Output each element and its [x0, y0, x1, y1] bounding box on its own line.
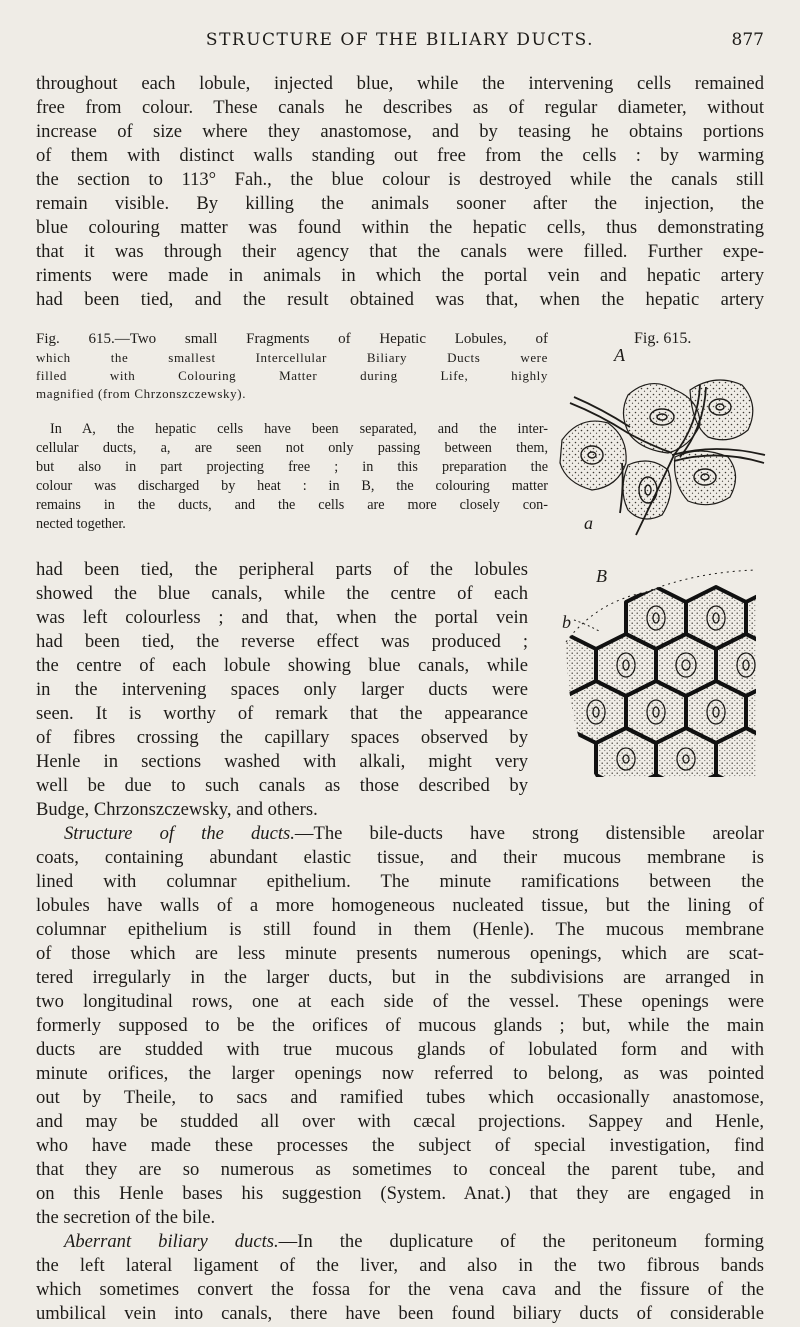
caption-body-line: nected together. — [36, 516, 126, 532]
text-line: Henle in sections washed with alkali, might very — [36, 751, 528, 772]
text-line: had been tied, and the result obtained was that, when the hepatic artery — [36, 289, 764, 310]
text-line: throughout each lobule, injected blue, while the intervening cells remained — [36, 73, 764, 94]
figure-b — [556, 562, 766, 784]
caption-body-line: remains in the ducts, and the cells are more closely con- — [36, 497, 548, 513]
section-heading: Aberrant biliary ducts. — [64, 1231, 279, 1252]
text-line: formerly supposed to be the orifices of mucous glands ; but, while the main — [36, 1015, 764, 1036]
text-line: on this Henle bases his suggestion (System. Anat.) that they are engaged in — [36, 1183, 764, 1204]
text-line: the left lateral ligament of the liver, and also in the two fibrous bands — [36, 1255, 764, 1276]
heading-line-rest: —The bile-ducts have strong distensible areolar — [294, 823, 765, 844]
text-line: lined with columnar epithelium. The minute ramifications between the — [36, 871, 764, 892]
text-line: who have made these processes the subject of special investigation, find — [36, 1135, 764, 1156]
text-line: lobules have walls of a more homogeneous nucleated tissue, but the lining of — [36, 895, 764, 916]
caption-line: filled with Colouring Matter during Life, highly — [36, 368, 548, 383]
caption-line: which the smallest Intercellular Biliary Ducts were — [36, 350, 548, 365]
text-line — [64, 822, 764, 846]
caption-body-line: cellular ducts, a, are seen not only passing between them, — [36, 440, 548, 456]
running-title: STRUCTURE OF THE BILIARY DUCTS. — [205, 30, 595, 50]
text-line: had been tied, the reverse effect was produced ; — [36, 631, 528, 652]
page-number: 877 — [731, 30, 764, 50]
text-line: in the intervening spaces only larger ducts were — [36, 679, 528, 700]
panel-a-label: A — [614, 345, 625, 365]
text-line: ducts are studded with true mucous glands of lobulated form and with — [36, 1039, 764, 1060]
text-line — [64, 1230, 764, 1254]
text-line: two longitudinal rows, one at each side of the vessel. These openings were — [36, 991, 764, 1012]
caption-body-line: but also in part projecting free ; in this preparation the — [36, 459, 548, 475]
caption-line: Fig. 615.—Two small Fragments of Hepatic Lobules, of — [36, 331, 548, 347]
text-line: that it was through their agency that the canals were filled. Further expe- — [36, 241, 764, 262]
figure-label: Fig. 615. — [634, 330, 692, 347]
text-line: free from colour. These canals he describes as of regular diameter, without — [36, 97, 764, 118]
text-line: the section to 113° Fah., the blue colour is destroyed while the canals still — [36, 169, 764, 190]
text-line: of fibres crossing the capillary spaces observed by — [36, 727, 528, 748]
hepatic-cells-illustration-b — [556, 562, 766, 784]
duct-label-b: b — [562, 612, 571, 632]
text-line: Budge, Chrzonszczewsky, and others. — [36, 799, 318, 820]
caption-body-line: colour was discharged by heat : in B, the colouring matter — [36, 478, 548, 494]
text-line: increase of size where they anastomose, and by teasing he obtains portions — [36, 121, 764, 142]
text-line: well be due to such canals as those described by — [36, 775, 528, 796]
caption-body-line: In A, the hepatic cells have been separated, and the inter- — [50, 421, 548, 437]
text-line: which sometimes convert the fossa for the vena cava and the fissure of the — [36, 1279, 764, 1300]
section-heading: Structure of the ducts. — [64, 823, 295, 844]
duct-label-a: a — [584, 513, 593, 533]
text-line: tered irregularly in the larger ducts, but in the subdivisions are arranged in — [36, 967, 764, 988]
text-line: had been tied, the peripheral parts of the lobules — [36, 559, 528, 580]
caption-line: magnified (from Chrzonszczewsky). — [36, 386, 247, 401]
text-line: and may be studded all over with cæcal projections. Sappey and Henle, — [36, 1111, 764, 1132]
text-line: remain visible. By killing the animals sooner after the injection, the — [36, 193, 764, 214]
text-line: riments were made in animals in which the portal vein and hepatic artery — [36, 265, 764, 286]
hepatic-cells-illustration-a — [550, 345, 770, 540]
text-line: that they are so numerous as sometimes to conceal the parent tube, and — [36, 1159, 764, 1180]
text-line: seen. It is worthy of remark that the appearance — [36, 703, 528, 724]
figure-a — [550, 345, 770, 540]
text-line: the centre of each lobule showing blue canals, while — [36, 655, 528, 676]
text-line: the secretion of the bile. — [36, 1207, 216, 1228]
text-line: out by Theile, to sacs and ramified tubes which occasionally anastomose, — [36, 1087, 764, 1108]
text-line: of those which are less minute presents numerous openings, which are scat- — [36, 943, 764, 964]
text-line: coats, containing abundant elastic tissue, and their mucous membrane is — [36, 847, 764, 868]
text-line: was left colourless ; and that, when the portal vein — [36, 607, 528, 628]
text-line: showed the blue canals, while the centre of each — [36, 583, 528, 604]
running-header — [36, 30, 764, 58]
heading-line-rest: —In the duplicature of the peritoneum forming — [278, 1231, 764, 1252]
text-line: blue colouring matter was found within the hepatic cells, thus demonstrating — [36, 217, 764, 238]
text-line: minute orifices, the larger openings now referred to belong, as was pointed — [36, 1063, 764, 1084]
text-line: columnar epithelium is still found in them (Henle). The mucous membrane — [36, 919, 764, 940]
text-line: umbilical vein into canals, there have been found biliary ducts of considerable — [36, 1303, 764, 1324]
panel-b-label: B — [596, 566, 607, 586]
text-line: of them with distinct walls standing out free from the cells : by warming — [36, 145, 764, 166]
